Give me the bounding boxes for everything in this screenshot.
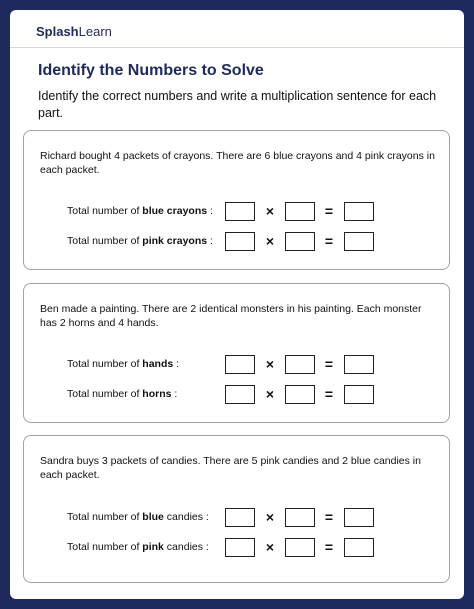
logo-splash: Splash xyxy=(36,24,79,39)
row-label: Total number of horns : xyxy=(67,388,178,400)
equals-sign: = xyxy=(324,203,334,219)
times-sign: × xyxy=(265,386,275,402)
times-sign: × xyxy=(265,233,275,249)
factor-2-box[interactable] xyxy=(285,355,315,374)
answer-row xyxy=(24,202,449,222)
instructions: Identify the correct numbers and write a multiplication sentence for each part. xyxy=(38,89,437,120)
equals-sign: = xyxy=(324,539,334,555)
factor-1-box[interactable] xyxy=(225,538,255,557)
worksheet-page xyxy=(10,10,464,599)
times-sign: × xyxy=(265,203,275,219)
header-divider xyxy=(10,47,464,48)
row-label: Total number of blue candies : xyxy=(67,511,209,523)
row-label: Total number of pink crayons : xyxy=(67,235,213,247)
answer-row xyxy=(24,538,449,558)
times-sign: × xyxy=(265,356,275,372)
factor-1-box[interactable] xyxy=(225,355,255,374)
product-box[interactable] xyxy=(344,202,374,221)
factor-2-box[interactable] xyxy=(285,385,315,404)
factor-1-box[interactable] xyxy=(225,202,255,221)
answer-row xyxy=(24,355,449,375)
times-sign: × xyxy=(265,539,275,555)
answer-row xyxy=(24,232,449,252)
times-sign: × xyxy=(265,509,275,525)
splashlearn-logo xyxy=(36,24,112,39)
equals-sign: = xyxy=(324,356,334,372)
row-label: Total number of hands : xyxy=(67,358,180,370)
factor-2-box[interactable] xyxy=(285,202,315,221)
equals-sign: = xyxy=(324,509,334,525)
problem-card-2 xyxy=(23,283,450,423)
row-label: Total number of pink candies : xyxy=(67,541,209,553)
problem-text: Sandra buys 3 packets of candies. There are 5 pink candies and 2 blue candies in each packet. xyxy=(40,455,421,481)
worksheet-title: Identify the Numbers to Solve xyxy=(38,62,264,79)
problem-card-1 xyxy=(23,130,450,270)
equals-sign: = xyxy=(324,386,334,402)
product-box[interactable] xyxy=(344,355,374,374)
answer-row xyxy=(24,385,449,405)
factor-2-box[interactable] xyxy=(285,508,315,527)
factor-1-box[interactable] xyxy=(225,232,255,251)
factor-2-box[interactable] xyxy=(285,538,315,557)
row-label: Total number of blue crayons : xyxy=(67,205,213,217)
problem-text: Richard bought 4 packets of crayons. There are 6 blue crayons and 4 pink crayons in each packet. xyxy=(40,150,435,176)
factor-2-box[interactable] xyxy=(285,232,315,251)
factor-1-box[interactable] xyxy=(225,508,255,527)
product-box[interactable] xyxy=(344,385,374,404)
logo-learn: Learn xyxy=(78,24,112,39)
product-box[interactable] xyxy=(344,232,374,251)
equals-sign: = xyxy=(324,233,334,249)
product-box[interactable] xyxy=(344,538,374,557)
answer-row xyxy=(24,508,449,528)
problem-card-3 xyxy=(23,435,450,583)
problem-text: Ben made a painting. There are 2 identical monsters in his painting. Each monster has 2 horns and 4 hands. xyxy=(40,303,422,329)
product-box[interactable] xyxy=(344,508,374,527)
factor-1-box[interactable] xyxy=(225,385,255,404)
